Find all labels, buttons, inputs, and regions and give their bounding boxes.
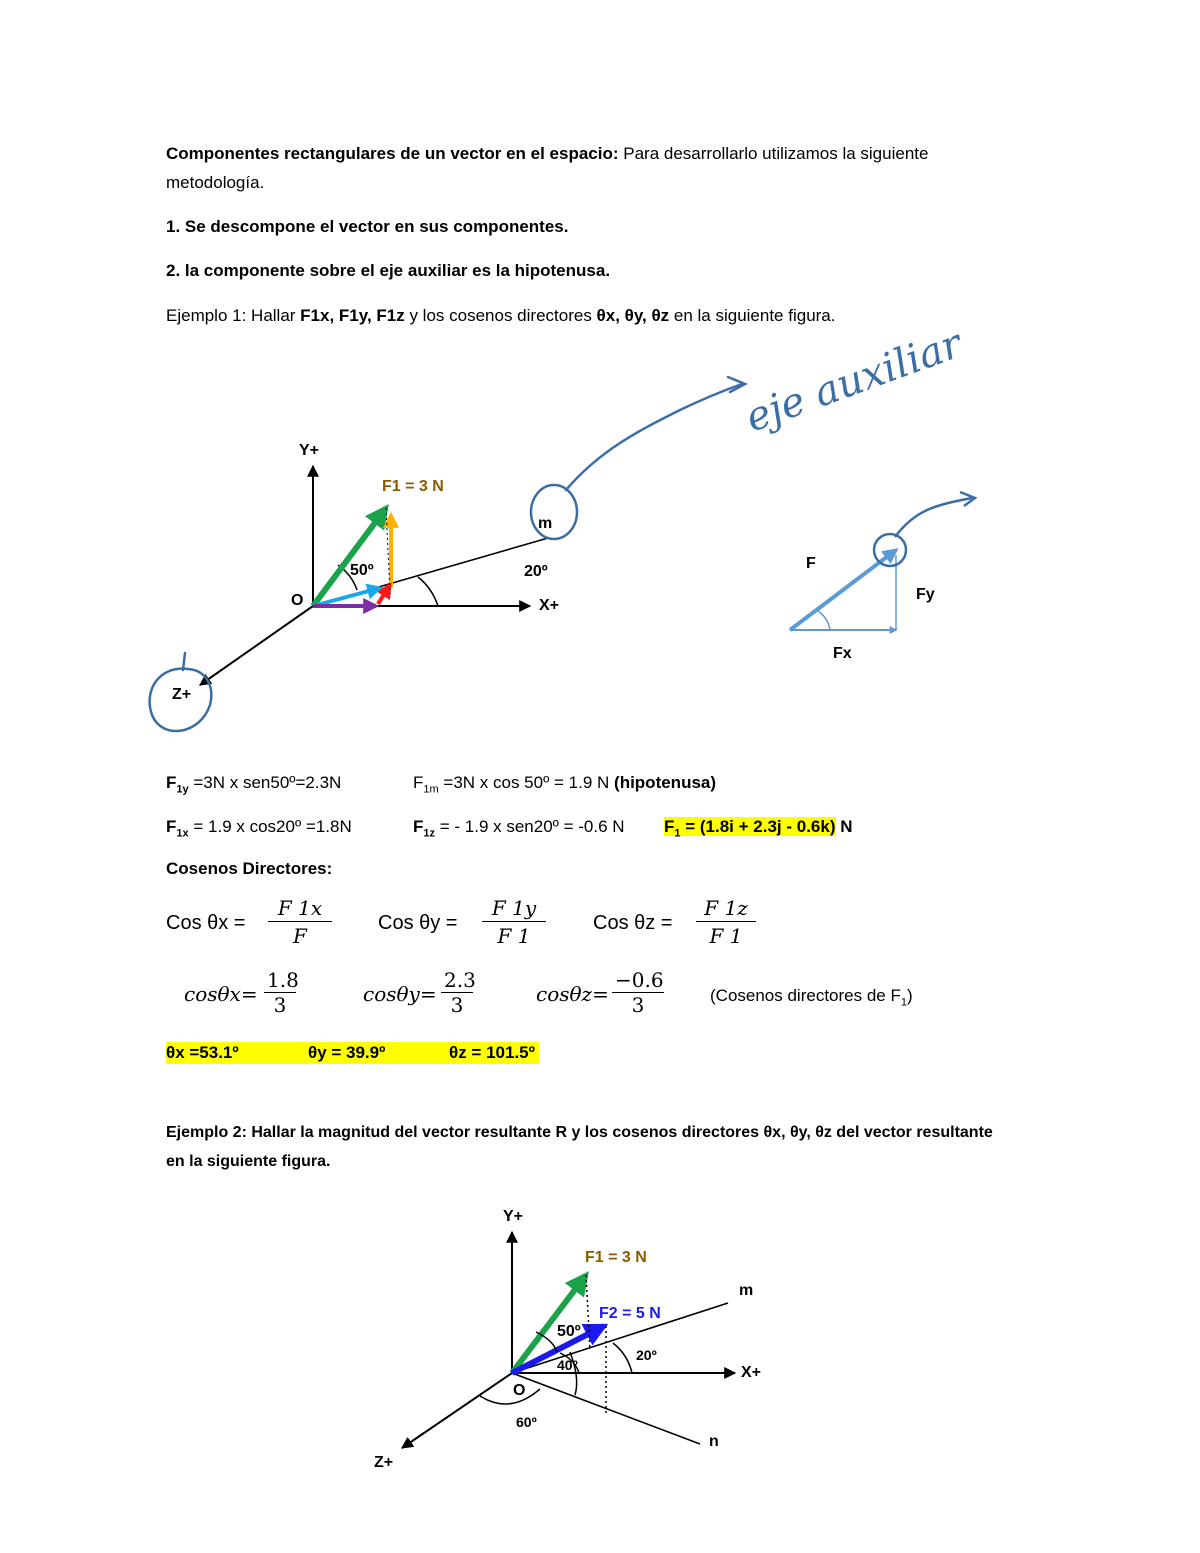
fig1-axes bbox=[200, 466, 548, 685]
cos-x-fraction bbox=[268, 896, 332, 948]
intro-line2: metodología. bbox=[166, 173, 265, 192]
calc-result-f: F bbox=[664, 817, 675, 836]
fig1-z-label: Z+ bbox=[172, 686, 192, 703]
fig2-a20-label: 20º bbox=[636, 1347, 657, 1363]
fig2-a60-label: 60º bbox=[516, 1414, 537, 1430]
cos-y-denominator: F 1 bbox=[497, 924, 531, 948]
small-angle-arc bbox=[818, 611, 830, 630]
fig1-handwriting-text: eje auxiliar bbox=[739, 320, 968, 442]
cos-z-denominator: F 1 bbox=[709, 924, 743, 948]
calc-f1z-text: = - 1.9 x sen20º = -0.6 N bbox=[435, 817, 625, 836]
val-y-denominator: 3 bbox=[450, 993, 464, 1017]
val-y-fraction bbox=[441, 968, 476, 1017]
val-z-label: cosθz= bbox=[536, 982, 609, 1006]
fig2-y-label: Y+ bbox=[503, 1208, 524, 1225]
angle-theta-y: θy = 39.9º bbox=[308, 1043, 386, 1062]
calc-f1m-text: =3N x cos 50º = 1.9 N bbox=[438, 773, 615, 792]
val-y-label: cosθy= bbox=[363, 982, 437, 1006]
fig2-a50-label: 50º bbox=[557, 1323, 581, 1340]
calc-f1y-f: F bbox=[166, 773, 177, 792]
calc-f1x-f: F bbox=[166, 817, 177, 836]
val-x-fraction bbox=[264, 968, 299, 1017]
fig2-n-label: n bbox=[709, 1433, 719, 1450]
small-fx-label: Fx bbox=[833, 645, 852, 662]
cosines-note-a: (Cosenos directores de F bbox=[710, 986, 901, 1005]
cos-z-fraction bbox=[696, 896, 756, 948]
angle-theta-z: θz = 101.5º bbox=[449, 1043, 535, 1062]
fig1-x-label: X+ bbox=[539, 597, 560, 614]
calc-f1z bbox=[413, 816, 625, 844]
calc-result-sub: 1 bbox=[674, 827, 681, 840]
fig2-x-label: X+ bbox=[741, 1364, 762, 1381]
fig1-force-label: F1 = 3 N bbox=[382, 478, 444, 495]
ex1-part1: Ejemplo 1: Hallar bbox=[166, 306, 301, 325]
calc-f1z-f: F bbox=[413, 817, 424, 836]
intro-title-rest: Para desarrollarlo utilizamos la siguiente bbox=[618, 144, 929, 163]
calc-f1x bbox=[166, 816, 352, 844]
calc-f1y-text: =3N x sen50º=2.3N bbox=[188, 773, 342, 792]
cos-z-label: Cos θz = bbox=[593, 912, 673, 934]
cosines-title: Cosenos Directores: bbox=[166, 859, 333, 878]
cos-y-fraction bbox=[482, 896, 546, 948]
calc-f1y bbox=[166, 772, 341, 800]
ex1-part2: y los cosenos directores bbox=[404, 306, 597, 325]
small-f-label: F bbox=[806, 555, 816, 572]
fig1-y-label: Y+ bbox=[299, 442, 320, 459]
val-z-denominator: 3 bbox=[631, 993, 645, 1017]
fig1-angle20-label: 20º bbox=[524, 563, 548, 580]
intro-title-bold: Componentes rectangulares de un vector en el espacio: bbox=[166, 144, 619, 163]
ex1-part3: en la siguiente figura. bbox=[669, 306, 836, 325]
fig1-m-label: m bbox=[538, 515, 553, 532]
cos-y-numerator: F 1y bbox=[482, 896, 546, 922]
calc-f1y-sub: 1y bbox=[176, 783, 189, 796]
small-triangle-figure bbox=[790, 492, 975, 630]
val-z-fraction bbox=[612, 968, 664, 1017]
fig2-dotted-1 bbox=[586, 1275, 590, 1350]
fig2-z-label: Z+ bbox=[374, 1454, 394, 1471]
calc-result-highlight bbox=[664, 817, 836, 840]
fig1-pen-curve bbox=[566, 384, 742, 490]
fig1-z-axis-line bbox=[200, 606, 313, 685]
example-2-line2: en la siguiente figura. bbox=[166, 1153, 331, 1170]
ex1-bold1: F1x, F1y, F1z bbox=[300, 306, 405, 325]
fig2-arc-20 bbox=[613, 1343, 632, 1373]
val-x-label: cosθx= bbox=[184, 982, 258, 1006]
val-x-numerator: 1.8 bbox=[264, 968, 296, 993]
fig1-pen-annotations bbox=[150, 377, 745, 731]
fig2-f2-label: F2 = 5 N bbox=[599, 1305, 661, 1322]
fig2-origin-label: O bbox=[513, 1382, 526, 1399]
calc-f1z-sub: 1z bbox=[423, 827, 436, 840]
cos-y-label: Cos θy = bbox=[378, 912, 458, 934]
fig1-origin-label: O bbox=[291, 592, 304, 609]
calc-result bbox=[664, 816, 853, 844]
fig2-z-axis-line bbox=[402, 1373, 512, 1448]
step-1: 1. Se descompone el vector en sus componentes. bbox=[166, 217, 569, 236]
cos-z-numerator: F 1z bbox=[696, 896, 756, 922]
cosines-note bbox=[710, 985, 913, 1013]
cosines-note-b: ) bbox=[907, 986, 913, 1005]
small-circle bbox=[874, 534, 906, 566]
fig2-arc-60 bbox=[480, 1389, 540, 1404]
fig1-arc-20 bbox=[418, 577, 438, 606]
calc-f1m bbox=[413, 772, 716, 800]
angle-theta-x: θx =53.1º bbox=[166, 1043, 239, 1062]
ex1-bold2: θx, θy, θz bbox=[596, 306, 670, 325]
calc-result-unit: N bbox=[835, 817, 853, 836]
calc-f1m-hipotenusa: (hipotenusa) bbox=[614, 773, 717, 792]
cos-x-denominator: F bbox=[293, 924, 307, 948]
cos-x-numerator: F 1x bbox=[268, 896, 332, 922]
val-z-numerator: −0.6 bbox=[612, 968, 664, 993]
calc-result-vector: = (1.8i + 2.3j - 0.6k) bbox=[680, 817, 836, 836]
small-pen-curve bbox=[895, 498, 972, 537]
fig2-a40-label: 40º bbox=[557, 1357, 578, 1373]
calc-f1x-text: = 1.9 x cos20º =1.8N bbox=[188, 817, 352, 836]
fig2-m-label: m bbox=[739, 1282, 754, 1299]
val-y-numerator: 2.3 bbox=[441, 968, 473, 993]
fig1-angle50-label: 50º bbox=[350, 562, 374, 579]
val-x-denominator: 3 bbox=[273, 993, 287, 1017]
cosines-note-sub: 1 bbox=[900, 996, 907, 1009]
small-fy-label: Fy bbox=[916, 586, 935, 603]
step-2: 2. la componente sobre el eje auxiliar es la hipotenusa. bbox=[166, 261, 611, 280]
fig2-f1-label: F1 = 3 N bbox=[585, 1249, 647, 1266]
calc-f1m-f: F bbox=[413, 773, 424, 792]
example-2-line1: Ejemplo 2: Hallar la magnitud del vector resultante R y los cosenos directores θx, θy, θz del vector resultante bbox=[166, 1124, 993, 1141]
calc-f1x-sub: 1x bbox=[176, 827, 189, 840]
fig1-pen-arrowhead bbox=[728, 377, 745, 392]
fig2-n-axis-line bbox=[512, 1373, 700, 1444]
cos-x-label: Cos θx = bbox=[166, 912, 246, 934]
calc-f1m-sub: 1m bbox=[423, 783, 439, 796]
